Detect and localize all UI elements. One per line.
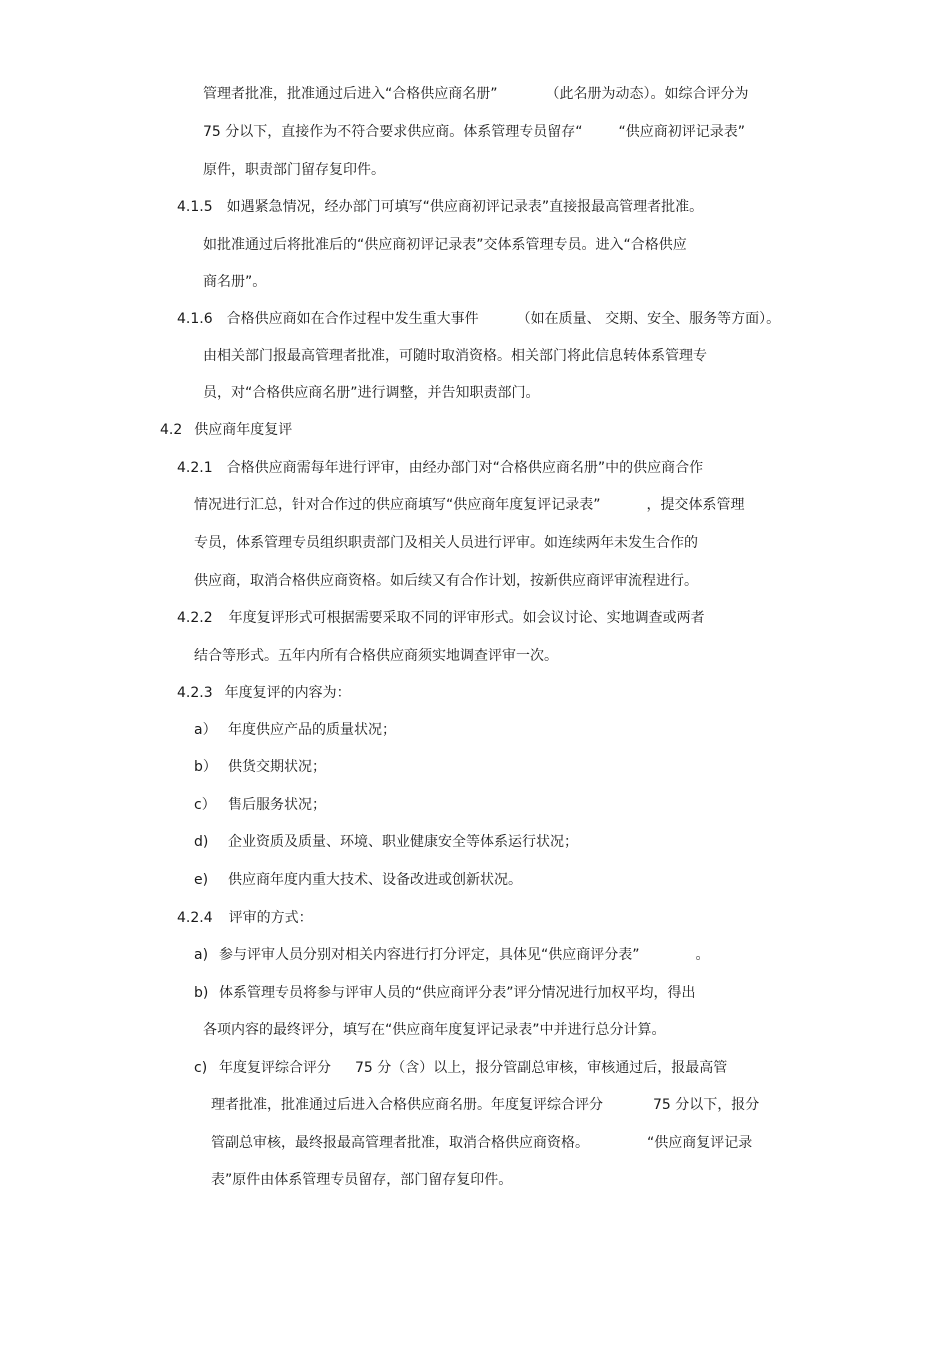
section-number: 4.2.3	[177, 685, 213, 701]
para-line: 如批准通过后将批准后的“供应商初评记录表”交体系管理专员。进入“合格供应	[203, 237, 687, 253]
list-text: 供货交期状况；	[228, 759, 326, 775]
para-line-4-2-4	[177, 908, 313, 928]
section-number: 4.2	[160, 422, 183, 438]
text-segment: ，提交体系管理	[646, 497, 745, 513]
text-segment: 75 分以下，直接作为不符合要求供应商。体系管理专员留存“	[203, 124, 583, 140]
list-item	[194, 795, 326, 815]
text-segment: （如在质量、 交期、安全、服务等方面）。	[516, 311, 781, 327]
list-item	[194, 757, 326, 777]
list-item	[194, 870, 522, 890]
para-line: 原件，职责部门留存复印件。	[203, 162, 385, 178]
list-text: 75 分（含）以上，报分管副总审核，审核通过后，报最高管	[355, 1060, 728, 1076]
text-segment: （此名册为动态）。如综合评分为	[545, 86, 749, 102]
list-text: 年度供应产品的质量状况；	[228, 722, 396, 738]
list-item	[194, 720, 396, 740]
para-line	[211, 1095, 759, 1115]
para-line: 结合等形式。五年内所有合格供应商须实地调查评审一次。	[194, 648, 558, 664]
list-item	[194, 983, 696, 1003]
list-marker: e)	[194, 872, 209, 888]
list-text: 年度复评综合评分	[219, 1060, 331, 1076]
list-marker: a）	[194, 722, 217, 738]
text-segment: 情况进行汇总，针对合作过的供应商填写“供应商年度复评记录表”	[194, 497, 601, 513]
text-segment: “供应商初评记录表”	[618, 124, 746, 140]
section-title: 供应商年度复评	[194, 422, 293, 438]
para-line	[211, 1133, 752, 1153]
para-line-4-2-3	[177, 683, 351, 703]
list-marker: c)	[194, 1060, 208, 1076]
text-segment: 年度复评形式可根据需要采取不同的评审形式。如会议讨论、实地调查或两者	[228, 610, 705, 626]
section-heading-4-2	[160, 420, 292, 440]
text-segment: 管副总审核，最终报最高管理者批准，取消合格供应商资格。	[211, 1135, 589, 1151]
list-marker: b)	[194, 985, 209, 1001]
text-segment: 评审的方式：	[228, 910, 313, 926]
list-marker: d)	[194, 834, 209, 850]
para-line	[194, 495, 745, 515]
para-line: 员，对“合格供应商名册”进行调整，并告知职责部门。	[203, 385, 540, 401]
text-segment: 合格供应商需每年进行评审，由经办部门对“合格供应商名册”中的供应商合作	[226, 460, 704, 476]
para-line-4-2-1	[177, 458, 703, 478]
list-text: 售后服务状况；	[228, 797, 326, 813]
section-number: 4.2.1	[177, 460, 213, 476]
list-marker: a)	[194, 947, 209, 963]
section-number: 4.1.5	[177, 199, 213, 215]
text-segment: 理者批准，批准通过后进入合格供应商名册。年度复评综合评分	[211, 1097, 603, 1113]
text-segment: 合格供应商如在合作过程中发生重大事件	[226, 311, 479, 327]
list-text: 体系管理专员将参与评审人员的“供应商评分表”评分情况进行加权平均，得出	[219, 985, 696, 1001]
text-segment: 年度复评的内容为：	[224, 685, 351, 701]
section-number: 4.1.6	[177, 311, 213, 327]
list-text: 。	[695, 947, 710, 963]
list-item	[194, 1058, 727, 1078]
text-segment: 管理者批准，批准通过后进入“合格供应商名册”	[203, 86, 498, 102]
para-line-4-1-6	[177, 309, 780, 329]
list-item	[194, 832, 578, 852]
para-line	[203, 122, 745, 142]
para-line: 各项内容的最终评分，填写在“供应商年度复评记录表”中并进行总分计算。	[203, 1022, 666, 1038]
list-marker: b）	[194, 759, 217, 775]
para-line: 由相关部门报最高管理者批准，可随时取消资格。相关部门将此信息转体系管理专	[203, 348, 707, 364]
list-text: 供应商年度内重大技术、设备改进或创新状况。	[228, 872, 522, 888]
para-line: 表”原件由体系管理专员留存，部门留存复印件。	[211, 1172, 513, 1188]
list-marker: c）	[194, 797, 216, 813]
para-line-4-2-2	[177, 608, 705, 628]
para-line: 供应商，取消合格供应商资格。如后续又有合作计划，按新供应商评审流程进行。	[194, 573, 698, 589]
para-line-4-1-5	[177, 197, 703, 217]
para-line: 专员，体系管理专员组织职责部门及相关人员进行评审。如连续两年未发生合作的	[194, 535, 698, 551]
text-segment: 如遇紧急情况，经办部门可填写“供应商初评记录表”直接报最高管理者批准。	[226, 199, 704, 215]
list-text: 企业资质及质量、环境、职业健康安全等体系运行状况；	[228, 834, 578, 850]
text-segment: 75 分以下，报分	[653, 1097, 760, 1113]
para-line	[203, 84, 749, 104]
para-line: 商名册”。	[203, 274, 267, 290]
section-number: 4.2.2	[177, 610, 213, 626]
list-text: 参与评审人员分别对相关内容进行打分评定，具体见“供应商评分表”	[219, 947, 640, 963]
text-segment: “供应商复评记录	[647, 1135, 753, 1151]
section-number: 4.2.4	[177, 910, 213, 926]
list-item	[194, 945, 710, 965]
